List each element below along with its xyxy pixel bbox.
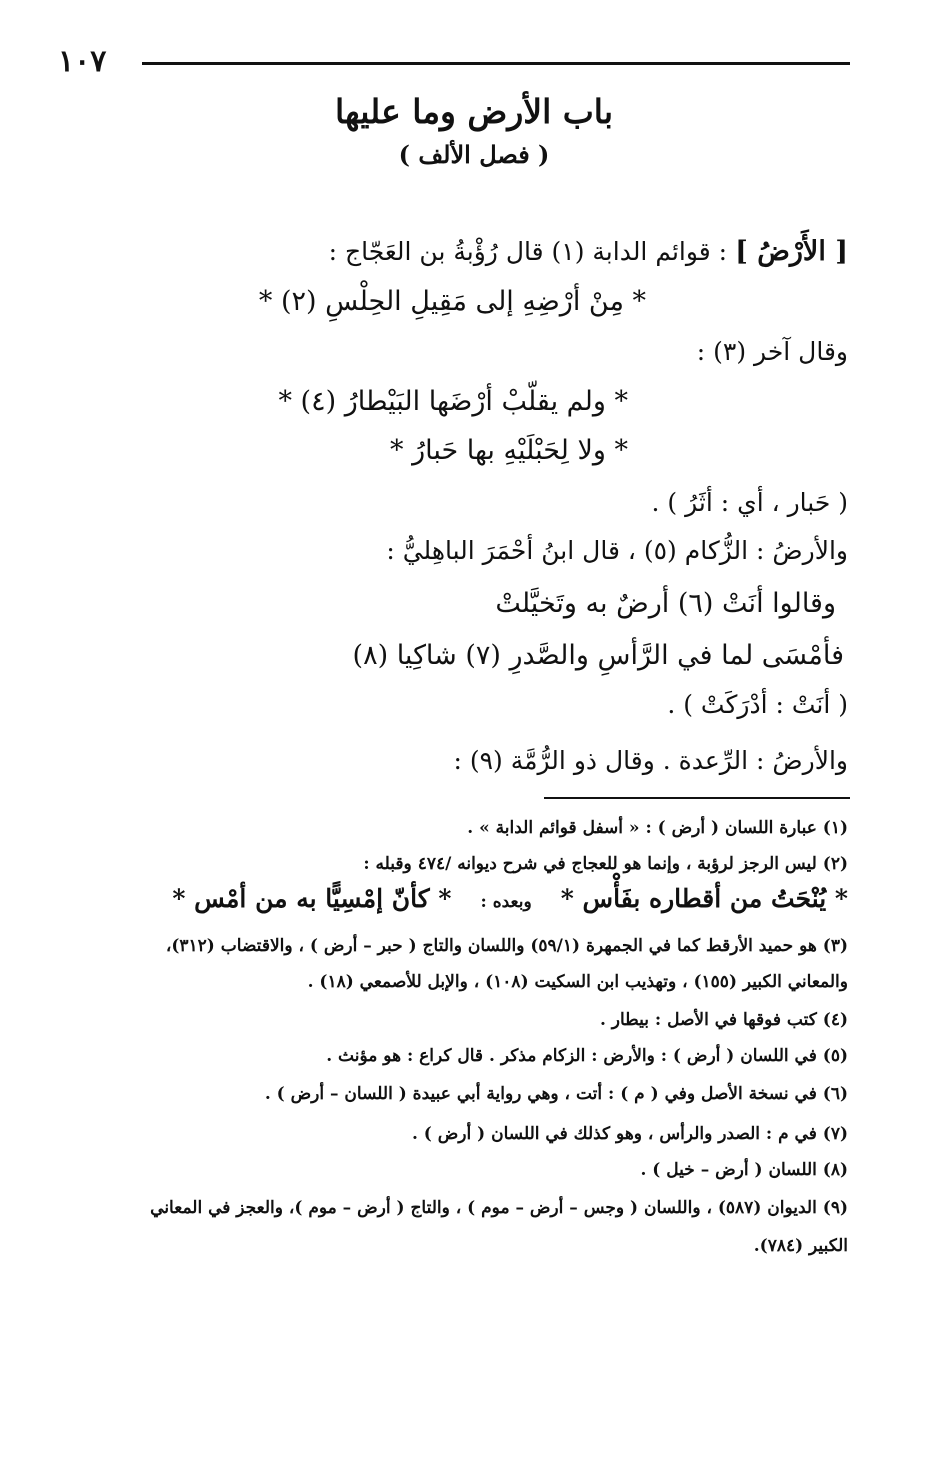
footnote: (٢) ليس الرجز لرؤبة ، وإنما هو للعجاج في شرح ديوانه /٤٧٤ وقبله : [363, 854, 848, 874]
footnote-verse-line [172, 884, 848, 913]
verse-line: * مِنْ أرْضِهِ إلى مَقِيلِ الحِلْسِ (٢) * [258, 286, 646, 317]
footnote: (٦) في نسخة الأصل وفي ( م ) : أتت ، وهي رواية أبي عبيدة ( اللسان – أرض ) . [264, 1084, 848, 1104]
footnote: والمعاني الكبير (١٥٥) ، وتهذيب ابن السكيت (١٠٨) ، والإبل للأصمعي (١٨) . [307, 972, 848, 992]
footnote: (٤) كتب فوقها في الأصل : بيطار . [599, 1010, 848, 1030]
verse-line: فأمْسَى لما في الرَّأسِ والصَّدرِ (٧) شاكِيا (٨) [352, 640, 844, 671]
entry-line-2: والأرضُ : الزُّكام (٥) ، قال ابنُ أحْمَرَ الباهِليُّ : [386, 536, 848, 565]
footnote-verse: * يُنْحَتُ من أقطاره بفَأْس * [560, 884, 848, 913]
gloss-line: ( حَبار ، أي : أثَرُ ) . [651, 488, 848, 517]
footnote: (٨) اللسان ( أرض – خيل ) . [640, 1160, 848, 1180]
verse-line: وقالوا أنَتْ (٦) أرضٌ به وتَخيَّلتْ [495, 588, 836, 619]
footnote-verse: * كأنّ إمْسِيًّا به من أمْس * [172, 884, 452, 913]
footnote: (١) عبارة اللسان ( أرض ) : « أسفل قوائم الدابة » . [467, 818, 848, 838]
chapter-title: باب الأرض وما عليها [334, 92, 614, 131]
verse-line: * ولا لِحَبْلَيْهِ بها حَبارُ * [389, 435, 628, 466]
page-number: ١٠٧ [58, 44, 107, 79]
footnote: (٣) هو حميد الأرقط كما في الجمهرة (٥٩/١) واللسان والتاج ( حبر – أرض ) ، والاقتضاب (٣١٢)، [165, 936, 848, 956]
entry-line-1 [329, 236, 848, 267]
gloss-line: ( أنَتْ : أدْرَكَتْ ) . [667, 690, 848, 719]
footnote-text: وبعده : [480, 892, 532, 912]
entry-line-3: والأرضُ : الرِّعدة . وقال ذو الرُّمَّة (٩) : [453, 746, 848, 775]
entry-headword: [ الأَرْضُ ] [735, 236, 848, 267]
footnote: (٥) في اللسان ( أرض ) : والأرض : الزكام مذكر . قال كراع : هو مؤنث . [326, 1046, 848, 1066]
header-rule [142, 62, 850, 65]
entry-text: : قوائم الدابة (١) قال رُؤْبةُ بن العَجّاج : [328, 237, 728, 266]
text-line: وقال آخر (٣) : [696, 337, 848, 366]
verse-line: * ولم يقلّبْ أرْضَها البَيْطارُ (٤) * [278, 386, 628, 417]
footnote: (٩) الديوان (٥٨٧) ، واللسان ( وجس – أرض – موم ) ، والتاج ( أرض – موم )، والعجز في المعاني [150, 1198, 848, 1218]
footnote: (٧) في م : الصدر والرأس ، وهو كذلك في اللسان ( أرض ) . [411, 1124, 848, 1144]
section-subtitle: ( فصل الألف ) [398, 140, 550, 169]
footnote: الكبير (٧٨٤). [753, 1236, 848, 1256]
footnote-rule [544, 797, 850, 799]
